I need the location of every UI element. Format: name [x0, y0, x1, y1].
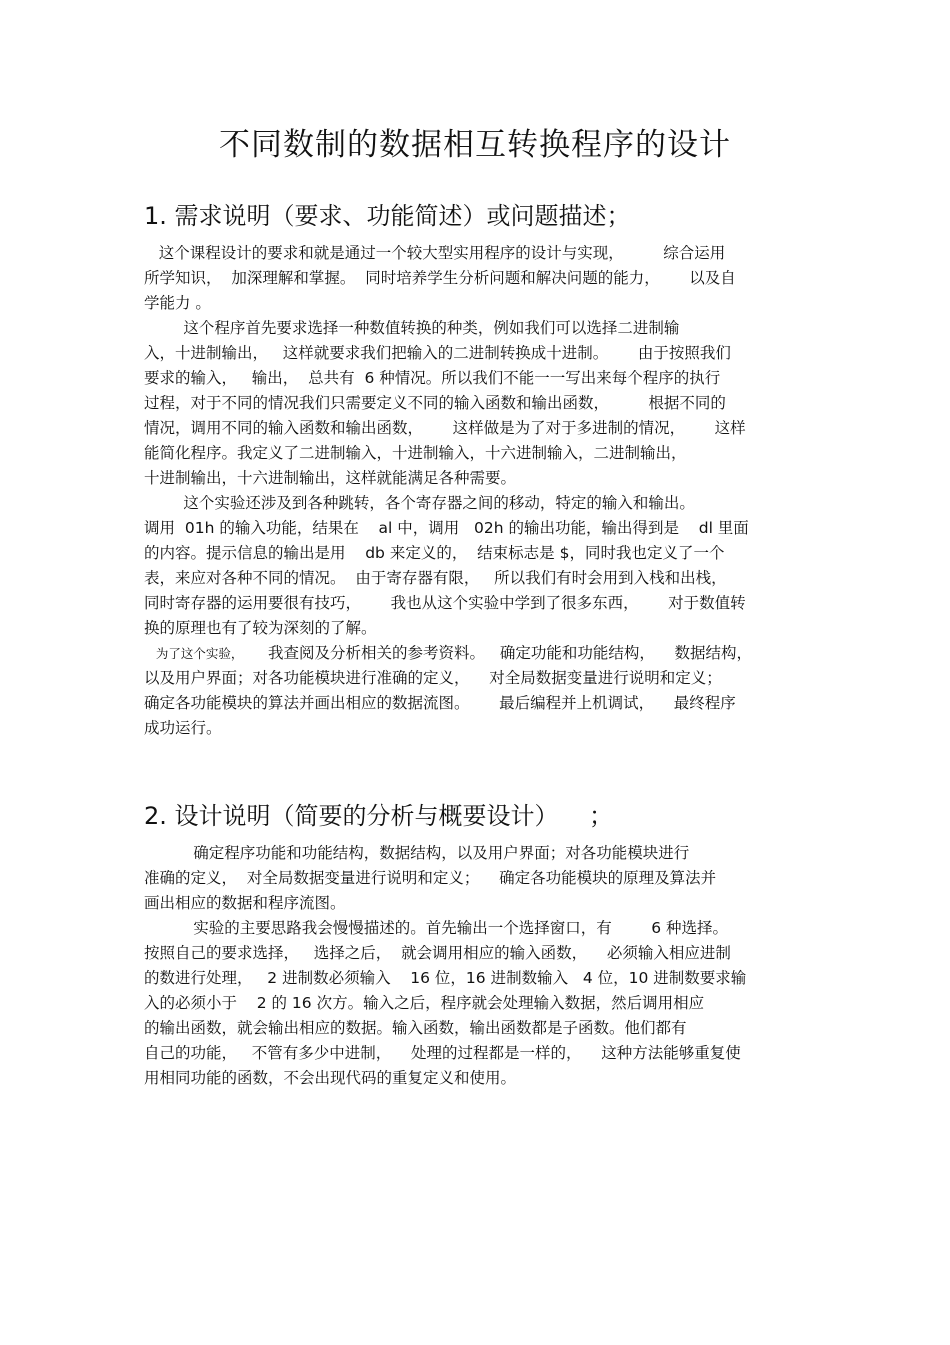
- paragraph-line: 所学知识， 加深理解和掌握。 同时培养学生分析问题和解决问题的能力， 以及自: [144, 269, 736, 287]
- paragraph-line: 的内容。提示信息的输出是用 db 来定义的， 结束标志是 $，同时我也定义了一个: [144, 544, 725, 562]
- paragraph-line: 自己的功能， 不管有多少中进制， 处理的过程都是一样的， 这种方法能够重复使: [144, 1044, 741, 1062]
- paragraph-line: 确定各功能模块的算法并画出相应的数据流图。 最后编程并上机调试， 最终程序: [144, 694, 736, 712]
- paragraph-line: 这个课程设计的要求和就是通过一个较大型实用程序的设计与实现， 综合运用: [144, 244, 726, 262]
- paragraph-line: 准确的定义， 对全局数据变量进行说明和定义； 确定各功能模块的原理及算法并: [144, 869, 717, 887]
- section-1-paragraph-4: [144, 641, 809, 741]
- section-1-paragraph-1: [144, 241, 809, 316]
- small-lead-text: 为了这个实验，: [144, 646, 244, 661]
- paragraph-line: 这个程序首先要求选择一种数值转换的种类，例如我们可以选择二进制输: [144, 319, 680, 337]
- paragraph-line: 成功运行。: [144, 719, 222, 737]
- section-1-heading: 1. 需求说明（要求、功能简述）或问题描述；: [144, 202, 631, 230]
- paragraph-line: 的输出函数，就会输出相应的数据。输入函数，输出函数都是子函数。他们都有: [144, 1019, 687, 1037]
- paragraph-line-rest: 我查阅及分析相关的参考资料。 确定功能和功能结构， 数据结构，: [243, 644, 753, 662]
- paragraph-line: 实验的主要思路我会慢慢描述的。首先输出一个选择窗口，有 6 种选择。: [144, 919, 728, 937]
- paragraph-line: 确定程序功能和功能结构，数据结构，以及用户界面；对各功能模块进行: [144, 844, 690, 862]
- section-2-heading: 2. 设计说明（简要的分析与概要设计） ；: [144, 802, 614, 830]
- section-1-paragraph-3: [144, 491, 809, 641]
- paragraph-line: 同时寄存器的运用要很有技巧， 我也从这个实验中学到了很多东西， 对于数值转: [144, 594, 746, 612]
- paragraph-line: 入，十进制输出， 这样就要求我们把输入的二进制转换成十进制。 由于按照我们: [144, 344, 731, 362]
- paragraph-line: 十进制输出，十六进制输出，这样就能满足各种需要。: [144, 469, 517, 487]
- paragraph-line: 能简化程序。我定义了二进制输入，十进制输入，十六进制输入，二进制输出，: [144, 444, 687, 462]
- section-1-paragraph-2: [144, 316, 809, 491]
- section-2-paragraph-2: [144, 916, 809, 1091]
- document-title: 不同数制的数据相互转换程序的设计: [219, 127, 731, 163]
- paragraph-line: 的数进行处理， 2 进制数必须输入 16 位，16 进制数输入 4 位，10 进制数要求输: [144, 969, 747, 987]
- paragraph-line: 调用 01h 的输入功能，结果在 al 中，调用 02h 的输出功能，输出得到是 dl 里面: [144, 519, 749, 537]
- paragraph-line: 要求的输入， 输出， 总共有 6 种情况。所以我们不能一一写出来每个程序的执行: [144, 369, 721, 387]
- paragraph-line: 画出相应的数据和程序流图。: [144, 894, 346, 912]
- paragraph-line: 用相同功能的函数，不会出现代码的重复定义和使用。: [144, 1069, 517, 1087]
- paragraph-line: 学能力 。: [144, 294, 211, 312]
- paragraph-line: 入的必须小于 2 的 16 次方。输入之后，程序就会处理输入数据，然后调用相应: [144, 994, 705, 1012]
- paragraph-line: 情况，调用不同的输入函数和输出函数， 这样做是为了对于多进制的情况， 这样: [144, 419, 746, 437]
- paragraph-line: 换的原理也有了较为深刻的了解。: [144, 619, 377, 637]
- paragraph-line: 按照自己的要求选择， 选择之后， 就会调用相应的输入函数， 必须输入相应进制: [144, 944, 731, 962]
- paragraph-line: 这个实验还涉及到各种跳转，各个寄存器之间的移动，特定的输入和输出。: [144, 494, 695, 512]
- paragraph-line: 以及用户界面；对各功能模块进行准确的定义， 对全局数据变量进行说明和定义；: [144, 669, 722, 687]
- section-2-paragraph-1: [144, 841, 809, 916]
- paragraph-line: 表，来应对各种不同的情况。 由于寄存器有限， 所以我们有时会用到入栈和出栈，: [144, 569, 727, 587]
- paragraph-line: 过程，对于不同的情况我们只需要定义不同的输入函数和输出函数， 根据不同的: [144, 394, 726, 412]
- paragraph-line-first: [144, 641, 809, 666]
